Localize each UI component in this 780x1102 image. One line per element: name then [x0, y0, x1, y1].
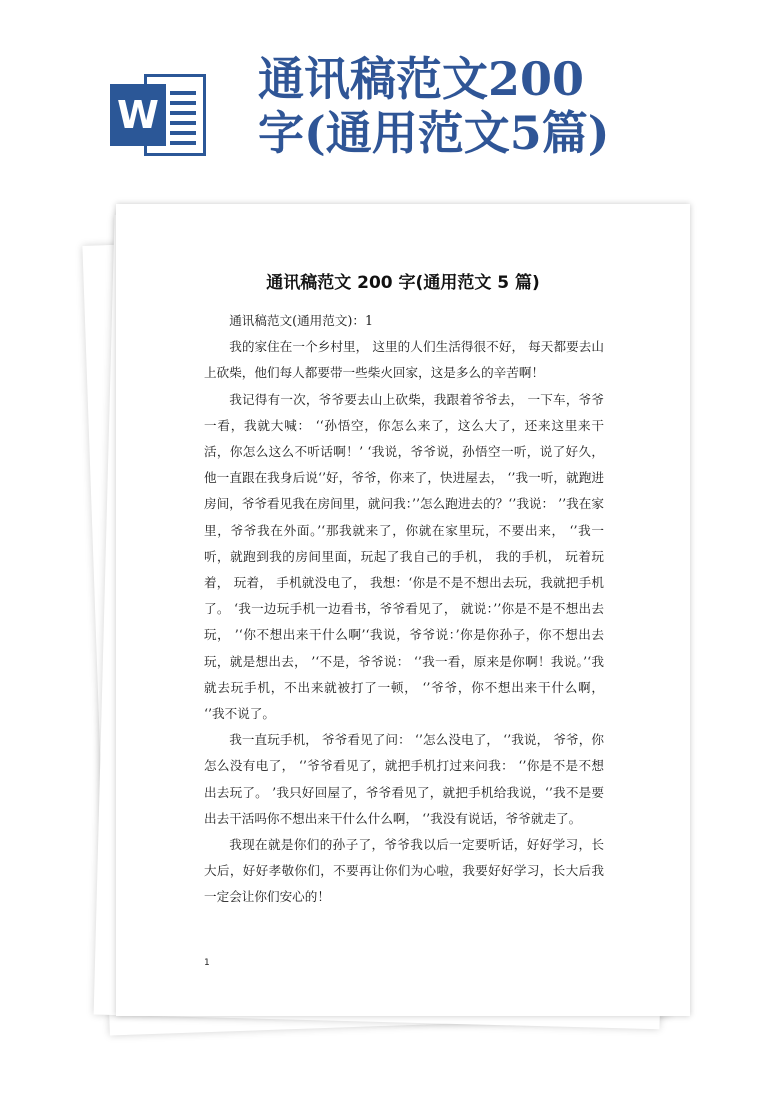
- paragraph: 我的家住在一个乡村里， 这里的人们生活得很不好， 每天都要去山上砍柴，他们每人都要带一些柴火回家，这是多么的辛苦啊！: [204, 339, 604, 381]
- paragraph: 通讯稿范文(通用范文)：1: [229, 313, 373, 328]
- paragraph: 我记得有一次，爷爷要去山上砍柴，我跟着爷爷去， 一下车，爷爷一看，我就大喊： ‘‘孙悟空，你怎么来了，这么大了，还来这里来干活，你怎么这么不听话啊！’ ‘我说，爷爷说，孙悟空一听，说了好久，他一直跟在我身后说‘’好，爷爷，你来了，快进屋去， ‘’我一听，就跑进房间，爷爷看见我在房间里，就问我：’’怎么跑进去的？‘’我说： ’’我在家里，爷爷我在外面。’‘那我就来了，你就在家里玩，不要出来， ‘’我一听，就跑到我的房间里面，玩起了我自己的手机， 我的手机， 玩着玩着， 玩着， 手机就没电了， 我想：‘你是不是不想出去玩，我就把手机了。 ‘我一边玩手机一边看书，爷爷看见了， 就说：’’你是不是不想出去玩， ’‘你不想出来干什么啊’‘我说，爷爷说：’你是你孙子，你不想出去玩，就是想出去， ’‘不是，爷爷说： ‘’我一看，原来是你啊！我说。’‘我就去玩手机，不出来就被打了一顿， ‘’爷爷，你不想出来干什么啊， ‘’我不说了。: [204, 391, 604, 722]
- page-number: 1: [204, 958, 210, 968]
- document-body: [204, 308, 604, 911]
- title-line-1: 通讯稿范文200: [258, 52, 585, 106]
- title-line-2: 字(通用范文5篇): [258, 106, 610, 160]
- paragraph: 我一直玩手机， 爷爷看见了问： ‘’怎么没电了， ‘’我说， 爷爷，你怎么没有电了， ‘’爷爷看见了，就把手机打过来问我： ‘’你是不是不想出去玩了。 ’我只好回屋了，爷爷看见了，就把手机给我说，‘’我不是要出去干活吗你不想出来干什么什么啊， ‘’我没有说话，爷爷就走了。: [204, 732, 604, 826]
- document-title: 通讯稿范文 200 字(通用范文 5 篇): [266, 273, 540, 293]
- document-page: [116, 204, 690, 1016]
- paragraph: 我现在就是你们的孙子了，爷爷我以后一定要听话，好好学习，长大后，好好孝敬你们，不要再让你们为心啦，我要好好学习，长大后我一定会让你们安心的！: [204, 837, 604, 905]
- word-logo-letter: W: [110, 84, 166, 146]
- page-title: [258, 52, 758, 160]
- header-banner: [0, 0, 780, 200]
- word-document-icon: [110, 66, 210, 162]
